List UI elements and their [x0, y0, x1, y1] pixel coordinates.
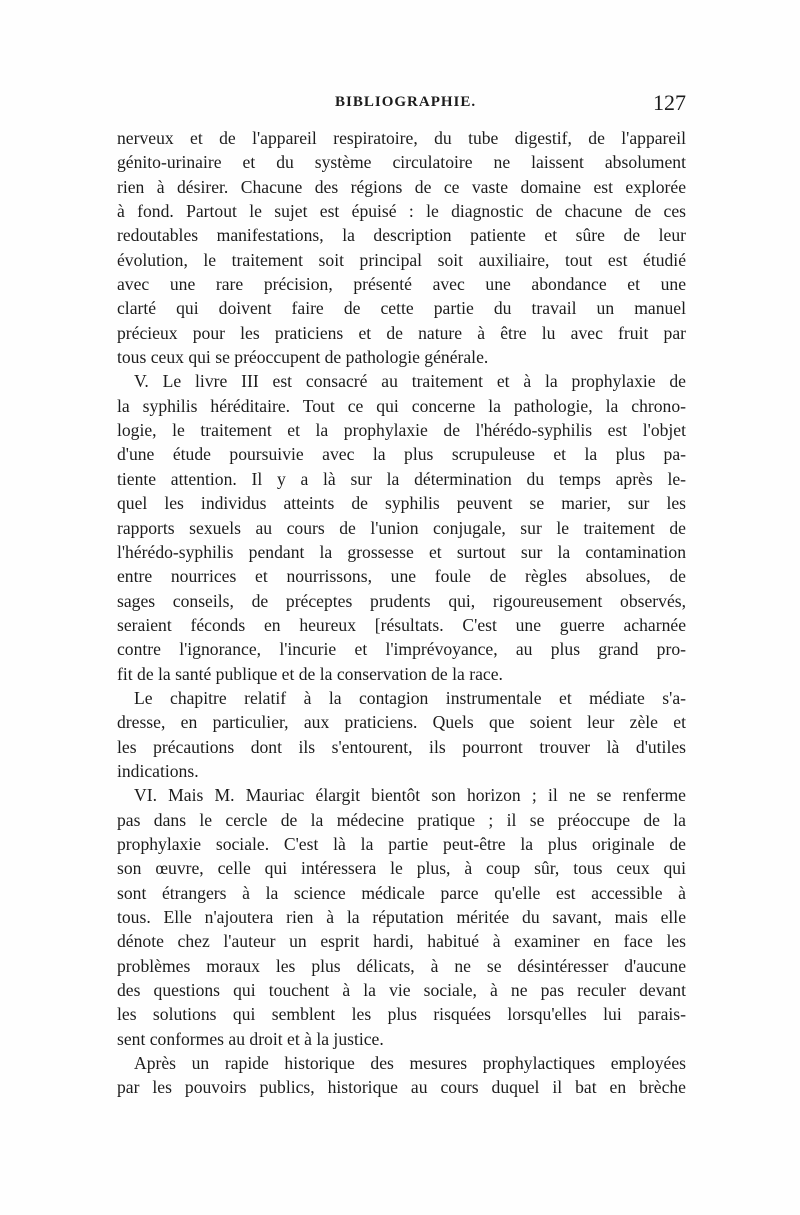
- text-line: à fond. Partout le sujet est épuisé : le diagnostic de chacune de ces: [117, 201, 686, 222]
- text-line: entre nourrices et nourrissons, une foule de règles absolues, de: [117, 566, 686, 587]
- text-line: dresse, en particulier, aux praticiens. Quels que soient leur zèle et: [117, 712, 686, 733]
- text-line: les précautions dont ils s'entourent, ils pourront trouver là d'utiles: [117, 736, 686, 757]
- text-line: clarté qui doivent faire de cette partie du travail un manuel: [117, 298, 686, 319]
- text-line: les solutions qui semblent les plus risquées lorsqu'elles lui parais-: [117, 1004, 686, 1025]
- text-line: problèmes moraux les plus délicats, à ne se désintéresser d'aucune: [117, 955, 686, 976]
- text-line: avec une rare précision, présenté avec une abondance et une: [117, 274, 686, 295]
- text-line: précieux pour les praticiens et de nature à être lu avec fruit par: [117, 322, 686, 343]
- text-line: contre l'ignorance, l'incurie et l'imprévoyance, au plus grand pro-: [117, 639, 686, 660]
- text-line: pas dans le cercle de la médecine pratique ; il se préoccupe de la: [117, 809, 686, 830]
- body-text: [117, 126, 686, 1100]
- text-line: d'une étude poursuivie avec la plus scrupuleuse et la plus pa-: [117, 444, 686, 465]
- text-line: redoutables manifestations, la description patiente et sûre de leur: [117, 225, 686, 246]
- text-line: V. Le livre III est consacré au traitement et à la prophylaxie de: [134, 371, 686, 392]
- page-number: 127: [653, 90, 686, 115]
- text-line: logie, le traitement et la prophylaxie de l'hérédo-syphilis est l'objet: [117, 420, 686, 441]
- text-line: nerveux et de l'appareil respiratoire, du tube digestif, de l'appareil: [117, 128, 686, 148]
- text-line: rapports sexuels au cours de l'union conjugale, sur le traitement de: [117, 517, 686, 538]
- text-line: sont étrangers à la science médicale parce qu'elle est accessible à: [117, 882, 686, 903]
- text-line: fit de la santé publique et de la conservation de la race.: [117, 663, 503, 684]
- text-line: indications.: [117, 760, 199, 781]
- text-line: seraient féconds en heureux [résultats. C'est une guerre acharnée: [117, 614, 686, 635]
- text-line: tous ceux qui se préoccupent de pathologie générale.: [117, 347, 489, 368]
- text-line: évolution, le traitement soit principal soit auxiliaire, tout est étudié: [117, 249, 686, 270]
- text-line: Après un rapide historique des mesures prophylactiques employées: [134, 1053, 686, 1074]
- text-line: son œuvre, celle qui intéressera le plus, à coup sûr, tous ceux qui: [117, 858, 686, 879]
- text-line: prophylaxie sociale. C'est là la partie peut-être la plus originale de: [117, 833, 686, 854]
- text-line: l'hérédo-syphilis pendant la grossesse et surtout sur la contamination: [117, 541, 686, 562]
- text-line: par les pouvoirs publics, historique au cours duquel il bat en brèche: [117, 1077, 686, 1098]
- text-line: tiente attention. Il y a là sur la détermination du temps après le-: [117, 468, 686, 489]
- text-line: quel les individus atteints de syphilis peuvent se marier, sur les: [117, 493, 686, 514]
- running-head: [117, 90, 686, 120]
- text-line: génito-urinaire et du système circulatoire ne laissent absolument: [117, 152, 686, 173]
- text-line: tous. Elle n'ajoutera rien à la réputation méritée du savant, mais elle: [117, 907, 686, 927]
- running-title: BIBLIOGRAPHIE.: [335, 94, 477, 110]
- text-line: sages conseils, de préceptes prudents qui, rigoureusement observés,: [117, 590, 686, 611]
- text-line: VI. Mais M. Mauriac élargit bientôt son horizon ; il ne se renferme: [134, 785, 686, 806]
- text-line: la syphilis héréditaire. Tout ce qui concerne la pathologie, la chrono-: [117, 395, 686, 416]
- text-line: des questions qui touchent à la vie sociale, à ne pas reculer devant: [117, 980, 686, 1001]
- text-line: dénote chez l'auteur un esprit hardi, habitué à examiner en face les: [117, 931, 686, 952]
- text-line: Le chapitre relatif à la contagion instrumentale et médiate s'a-: [134, 687, 686, 708]
- text-line: sent conformes au droit et à la justice.: [117, 1028, 384, 1049]
- text-line: rien à désirer. Chacune des régions de ce vaste domaine est explorée: [117, 176, 686, 197]
